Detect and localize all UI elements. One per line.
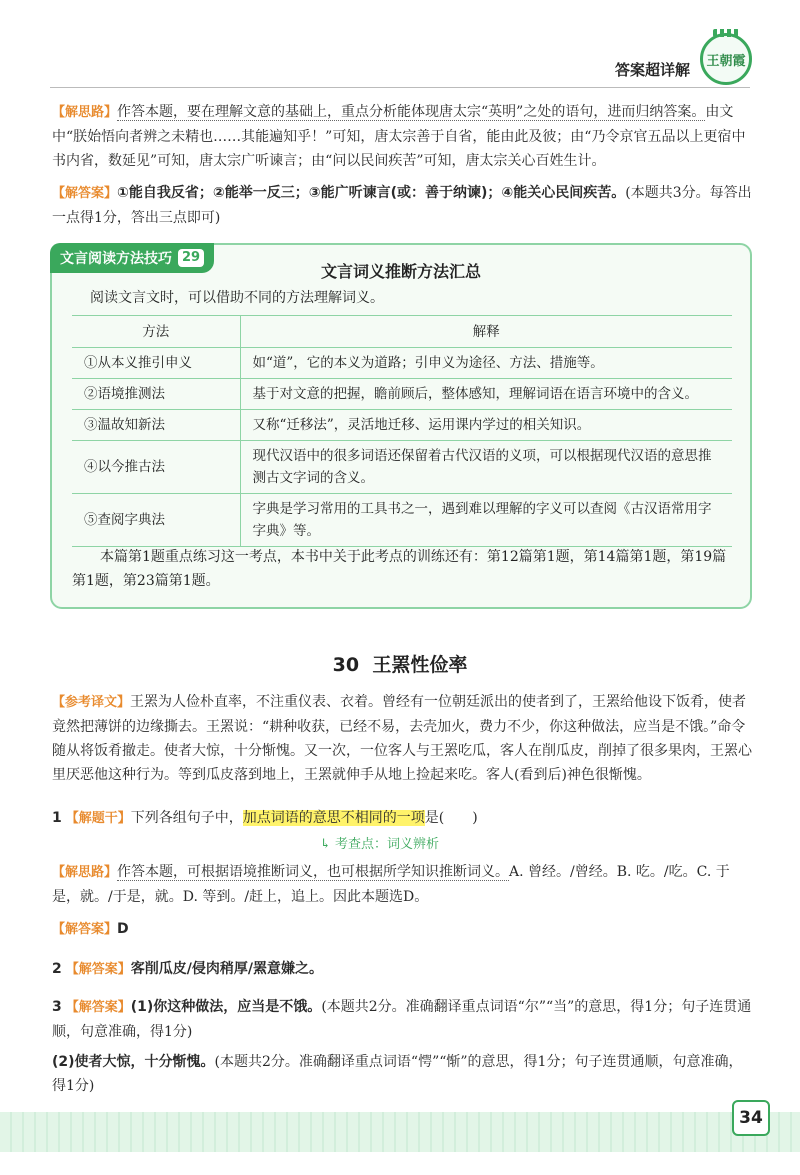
q3-label: 【解答案】 xyxy=(65,1000,131,1015)
page-header xyxy=(615,30,752,88)
method-cell: ①从本义推引申义 xyxy=(72,348,240,379)
table-row xyxy=(72,379,732,410)
q1-stem-highlight: 加点词语的意思不相同的一项 xyxy=(242,810,425,826)
explain-cell: 又称“迁移法”，灵活地迁移、运用课内学过的相关知识。 xyxy=(240,410,732,441)
translation-block xyxy=(52,690,752,787)
method-box-intro: 阅读文言文时，可以借助不同的方法理解词义。 xyxy=(90,290,384,306)
header-title: 答案超详解 xyxy=(614,60,690,79)
brand-logo xyxy=(700,33,752,85)
thinking-label: 【解思路】 xyxy=(52,105,118,120)
col-method-header: 方法 xyxy=(72,316,240,348)
header-divider xyxy=(50,87,750,88)
col-explain-header: 解释 xyxy=(240,316,732,348)
answer-paragraph xyxy=(52,181,752,230)
question-3 xyxy=(52,995,752,1098)
q1-thinking-underlined: 作答本题，可根据语境推断词义，也可根据所学知识推断词义。 xyxy=(117,864,510,880)
q1-label: 【解题干】 xyxy=(65,811,131,826)
q3-a2-note: (本题共2分。准确翻译重点词语“愕”“惭”的意思，得1分；句子连贯通顺，句意准确，得1分) xyxy=(52,1054,743,1094)
table-row xyxy=(72,494,732,547)
thinking-paragraph xyxy=(52,100,752,173)
question-1 xyxy=(52,806,752,942)
translation-text: 王罴为人俭朴直率，不注重仪表、衣着。曾经有一位朝廷派出的使者到了，王罴给他设下饭肴，使者竟然把薄饼的边缘撕去。王罴说：“耕种收获，已经不易，去壳加火，费力不少，你这种做法，应当是不饿。”命令随从将饭肴撤走。使者大惊，十分惭愧。又一次，一位客人与王罴吃瓜，客人在削瓜皮，削掉了很多果肉，王罴心里厌恶他这种行为。等到瓜皮落到地上，王罴就伸手从地上捡起来吃。客人(看到后)神色很惭愧。 xyxy=(52,694,752,783)
question-2 xyxy=(52,957,752,982)
page-number: 34 xyxy=(732,1100,770,1136)
q2-answer-value: 客削瓜皮/侵肉稍厚/罴意嫌之。 xyxy=(130,961,323,977)
explain-cell: 字典是学习常用的工具书之一，遇到难以理解的字义可以查阅《古汉语常用字字典》等。 xyxy=(240,494,732,547)
answer-bold: ①能自我反省；②能举一反三；③能广听谏言(或：善于纳谏)；④能关心民间疾苦。 xyxy=(117,185,626,201)
q1-stem xyxy=(52,806,752,831)
q1-stem-pre: 下列各组句子中， xyxy=(130,810,243,826)
method-box-title: 文言词义推断方法汇总 xyxy=(320,262,481,281)
explain-cell: 基于对文意的把握，瞻前顾后，整体感知，理解词语在语言环境中的含义。 xyxy=(240,379,732,410)
method-tab-label: 文言阅读方法技巧 xyxy=(60,251,172,267)
thinking-text: 由文中“朕始悟向者辨之未精也……其能遍知乎！”可知，唐太宗善于自省，能由此及彼；由“乃令京官五品以上更宿中书内省，数延见”可知，唐太宗广听谏言；由“问以民间疾苦”可知，唐太宗关心百姓生计。 xyxy=(52,104,746,169)
logo-text: 王朝霞 xyxy=(706,53,746,69)
method-cell: ④以今推古法 xyxy=(72,441,240,494)
q1-thinking-rest: A. 曾经。/曾经。B. 吃。/吃。C. 于是，就。/于是，就。D. 等到。/赶上，追上。因此本题选D。 xyxy=(52,864,730,905)
q2-answer xyxy=(52,957,752,982)
method-cell: ②语境推测法 xyxy=(72,379,240,410)
explain-cell: 如“道”，它的本义为道路；引申义为途径、方法、措施等。 xyxy=(240,348,732,379)
method-box-note: 本篇第1题重点练习这一考点，本书中关于此考点的训练还有：第12篇第1题，第14篇第1题，第19篇第1题，第23篇第1题。 xyxy=(72,549,727,589)
footer-band xyxy=(0,1112,800,1152)
q3-answer-2 xyxy=(52,1050,752,1098)
q1-thinking-label: 【解思路】 xyxy=(52,865,118,880)
section-title xyxy=(0,650,800,677)
q3-a1-note: (本题共2分。准确翻译重点词语“尔”“当”的意思，得1分；句子连贯通顺，句意准确，得1分) xyxy=(52,999,752,1040)
thinking-text-underlined: 作答本题，要在理解文意的基础上，重点分析能体现唐太宗“英明”之处的语句，进而归纳答案。 xyxy=(117,104,706,120)
method-tips-box xyxy=(50,243,752,609)
q1-hint-text: 考查点：词义辨析 xyxy=(335,837,440,852)
q2-number: 2 xyxy=(52,961,62,977)
table-row xyxy=(72,410,732,441)
table-row xyxy=(72,348,732,379)
answer-note: (本题共3分。每答出一点得1分，答出三点即可) xyxy=(52,185,752,226)
q3-a1-bold: (1)你这种做法，应当是不饿。 xyxy=(130,999,322,1015)
explain-cell: 现代汉语中的很多词语还保留着古代汉语的义项，可以根据现代汉语的意思推测古文字词的含义。 xyxy=(240,441,732,494)
q1-stem-post: 是( ) xyxy=(424,810,478,826)
top-analysis xyxy=(52,100,752,230)
q1-answer-value: D xyxy=(117,921,129,937)
q1-hint xyxy=(320,833,752,852)
table-header-row xyxy=(72,316,732,348)
q1-thinking xyxy=(52,860,752,909)
q2-label: 【解答案】 xyxy=(65,962,131,977)
method-cell: ⑤查阅字典法 xyxy=(72,494,240,547)
translation-label: 【参考译文】 xyxy=(52,695,131,710)
q3-number: 3 xyxy=(52,999,62,1015)
section-title-text: 王罴性俭率 xyxy=(372,654,468,676)
translation-paragraph xyxy=(52,690,752,787)
q1-answer-label: 【解答案】 xyxy=(52,922,118,937)
q1-answer xyxy=(52,917,752,942)
answer-label: 【解答案】 xyxy=(52,186,118,201)
method-tab-number: 29 xyxy=(178,249,204,267)
q1-number: 1 xyxy=(52,810,62,826)
method-cell: ③温故知新法 xyxy=(72,410,240,441)
table-row xyxy=(72,441,732,494)
methods-table xyxy=(72,315,732,547)
section-number: 30 xyxy=(332,654,360,676)
q3-a2-bold: (2)使者大惊，十分惭愧。 xyxy=(52,1054,215,1070)
hint-arrow-icon: ↳ xyxy=(320,837,331,852)
q3-answer-1 xyxy=(52,995,752,1044)
